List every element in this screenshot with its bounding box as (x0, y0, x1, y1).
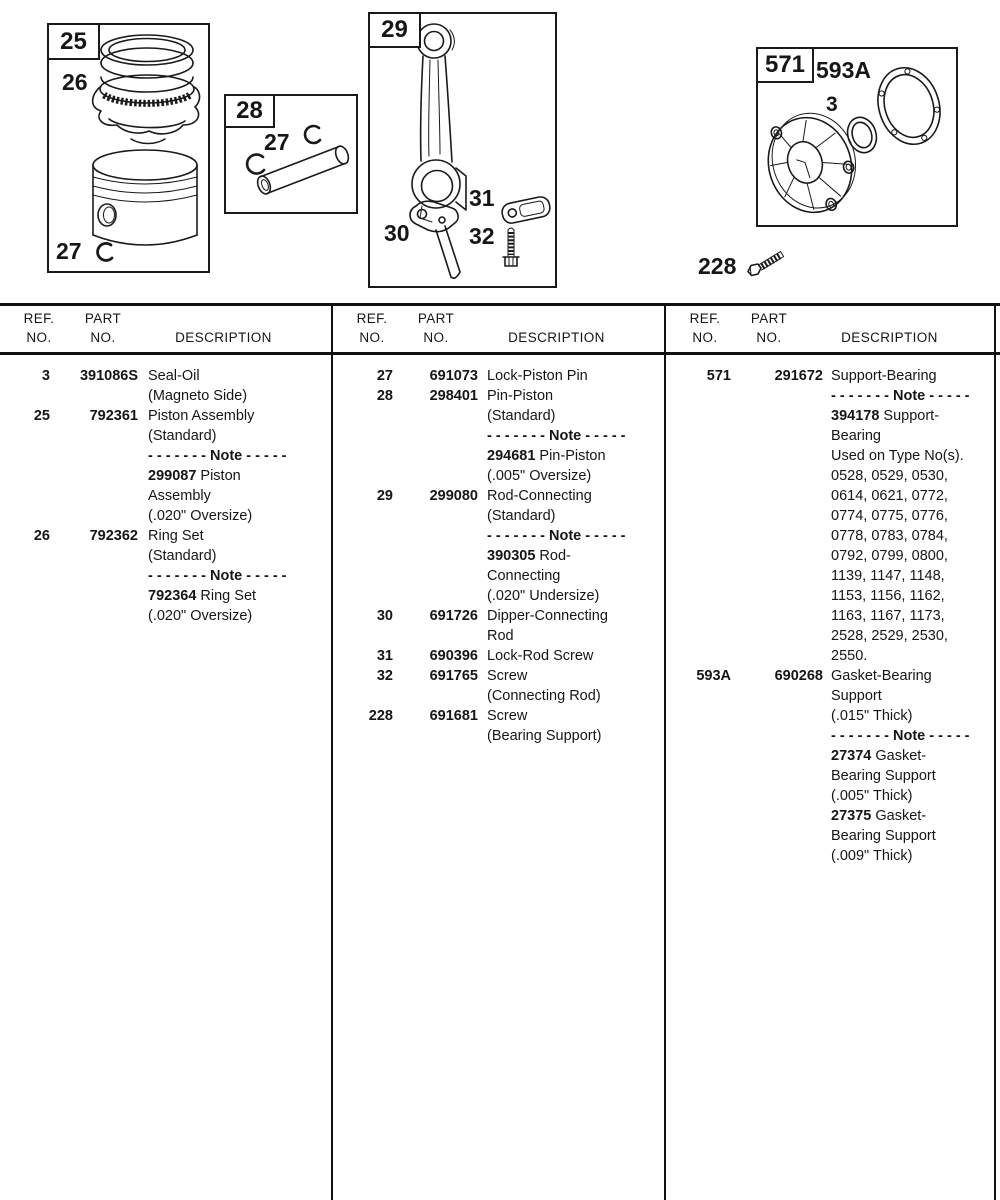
part-row-line (666, 406, 997, 426)
part-row-line (0, 466, 331, 486)
part-no (731, 486, 823, 506)
part-no (393, 726, 478, 746)
part-description: Screw (487, 708, 528, 724)
callout-32-screw: 32 (469, 223, 495, 249)
part-description: (Standard) (148, 548, 217, 564)
part-ref-no (333, 626, 393, 646)
part-ref-no: 32 (376, 668, 393, 684)
part-row-line (666, 606, 997, 626)
part-row-line (333, 366, 664, 386)
part-no (731, 646, 823, 666)
part-no: 391086S (79, 368, 138, 384)
header-description: DESCRIPTION (175, 330, 272, 345)
callout-27-lock-ring: 27 (56, 238, 82, 264)
header-part: PART (750, 311, 788, 326)
callout-228-screw: 228 (698, 253, 737, 279)
part-row-line (666, 666, 997, 686)
part-row-line (0, 446, 331, 466)
part-row-line (666, 746, 997, 766)
callout-27-pin: 27 (264, 129, 290, 155)
part-no (731, 606, 823, 626)
header-description: DESCRIPTION (508, 330, 605, 345)
part-ref-no (666, 566, 731, 586)
part-row-line (333, 506, 664, 526)
part-ref-no (666, 746, 731, 766)
header-ref: REF. (23, 311, 55, 326)
part-description: (.009" Thick) (831, 848, 913, 864)
part-no (50, 426, 138, 446)
parts-list-column-3 (666, 366, 997, 866)
part-no (731, 586, 823, 606)
part-no (50, 486, 138, 506)
part-ref-no (333, 466, 393, 486)
callout-3-seal: 3 (826, 93, 838, 116)
part-ref-no (666, 486, 731, 506)
figure-label-box-28 (224, 94, 275, 128)
part-row-line (333, 406, 664, 426)
part-description: 1163, 1167, 1173, (831, 608, 945, 624)
part-ref-no: 3 (41, 368, 50, 384)
part-no: 792362 (89, 528, 138, 544)
part-row-line (666, 566, 997, 586)
part-ref-no (333, 546, 393, 566)
part-description: Lock-Piston Pin (487, 368, 588, 384)
part-no (50, 586, 138, 606)
header-part: PART (84, 311, 122, 326)
part-no (731, 526, 823, 546)
part-row-line (666, 626, 997, 646)
part-ref-no (666, 646, 731, 666)
part-row-line (0, 586, 331, 606)
part-description: (Standard) (487, 408, 556, 424)
part-no (731, 626, 823, 646)
part-description: 2550. (831, 648, 868, 664)
part-no (393, 406, 478, 426)
part-no (50, 386, 138, 406)
part-description: (.020" Undersize) (487, 588, 600, 604)
part-ref-no: 29 (376, 488, 393, 504)
part-row-line (666, 366, 997, 386)
part-ref-no (666, 786, 731, 806)
part-no: 690396 (429, 648, 478, 664)
part-description: 27375 Gasket- (831, 808, 927, 824)
part-description: 0778, 0783, 0784, (831, 528, 948, 544)
part-no (731, 686, 823, 706)
part-no (731, 706, 823, 726)
part-ref-no (666, 466, 731, 486)
part-row-line (666, 706, 997, 726)
part-ref-no (666, 606, 731, 626)
part-ref-no (333, 406, 393, 426)
part-ref-no (666, 586, 731, 606)
part-description: (Bearing Support) (487, 728, 602, 744)
part-no (50, 506, 138, 526)
part-no (731, 806, 823, 826)
part-row-line (666, 586, 997, 606)
part-description: Screw (487, 668, 528, 684)
part-ref-no: 31 (376, 648, 393, 664)
part-ref-no (666, 446, 731, 466)
part-ref-no (666, 726, 731, 746)
parts-list-column-2 (333, 366, 664, 746)
part-row-line (0, 546, 331, 566)
part-no (731, 406, 823, 426)
part-description: 792364 Ring Set (148, 588, 257, 604)
part-ref-no: 25 (33, 408, 50, 424)
part-ref-no: 30 (376, 608, 393, 624)
part-row-line (333, 726, 664, 746)
part-ref-no (0, 386, 50, 406)
part-no (393, 466, 478, 486)
part-description: (.020" Oversize) (148, 508, 253, 524)
part-row-line (333, 586, 664, 606)
part-ref-no (666, 626, 731, 646)
part-no (393, 446, 478, 466)
header-ref: REF. (356, 311, 388, 326)
figure-label-box-29 (368, 12, 421, 48)
part-ref-no (0, 426, 50, 446)
part-ref-no (666, 526, 731, 546)
part-description: Support-Bearing (831, 368, 937, 384)
part-no (393, 686, 478, 706)
part-ref-no (666, 406, 731, 426)
part-description: - - - - - - - Note - - - - - (831, 728, 970, 744)
part-no (731, 426, 823, 446)
part-ref-no (666, 386, 731, 406)
header-part-no: NO. (90, 330, 116, 345)
part-row-line (333, 566, 664, 586)
part-ref-no (0, 546, 50, 566)
part-no (731, 386, 823, 406)
part-row-line (666, 386, 997, 406)
part-description: Rod (487, 628, 514, 644)
part-ref-no (333, 726, 393, 746)
part-description: Support (831, 688, 882, 704)
part-ref-no (666, 546, 731, 566)
part-row-line (0, 606, 331, 626)
part-row-line (666, 646, 997, 666)
part-ref-no (333, 446, 393, 466)
part-description: (Connecting Rod) (487, 688, 601, 704)
part-row-line (0, 486, 331, 506)
part-row-line (0, 506, 331, 526)
header-ref: REF. (689, 311, 721, 326)
part-ref-no (333, 586, 393, 606)
figure-box-piston (47, 23, 210, 273)
callout-26-ring-set: 26 (62, 69, 88, 95)
part-no (393, 506, 478, 526)
part-no: 690268 (774, 668, 823, 684)
part-row-line (333, 446, 664, 466)
part-ref-no (333, 506, 393, 526)
part-description: Gasket-Bearing (831, 668, 932, 684)
part-row-line (666, 726, 997, 746)
table-top-rule (0, 303, 1000, 306)
callout-30-dipper: 30 (384, 220, 410, 246)
part-description: Rod-Connecting (487, 488, 592, 504)
part-row-line (333, 666, 664, 686)
part-row-line (333, 606, 664, 626)
part-ref-no (333, 686, 393, 706)
part-ref-no (666, 846, 731, 866)
part-description: Lock-Rod Screw (487, 648, 594, 664)
part-description: - - - - - - - Note - - - - - (148, 568, 287, 584)
part-ref-no (0, 466, 50, 486)
header-description: DESCRIPTION (841, 330, 938, 345)
part-row-line (0, 386, 331, 406)
figure-label-box-571 (756, 47, 814, 83)
part-row-line (0, 526, 331, 546)
part-ref-no (666, 766, 731, 786)
header-ref-no: NO. (26, 330, 52, 345)
part-no: 691073 (429, 368, 478, 384)
part-no (50, 446, 138, 466)
figure-label-box-25 (47, 23, 100, 60)
part-row-line (333, 646, 664, 666)
part-description: (.015" Thick) (831, 708, 913, 724)
header-ref-no: NO. (359, 330, 385, 345)
part-no (393, 546, 478, 566)
part-no (50, 606, 138, 626)
part-row-line (666, 786, 997, 806)
part-description: Piston Assembly (148, 408, 255, 424)
table-header-col1 (0, 309, 331, 347)
part-no (393, 426, 478, 446)
part-no: 291672 (774, 368, 823, 384)
part-description: Bearing Support (831, 768, 936, 784)
part-ref-no (333, 426, 393, 446)
part-description: Bearing (831, 428, 881, 444)
part-no (393, 566, 478, 586)
part-row-line (0, 366, 331, 386)
part-row-line (333, 466, 664, 486)
figure-label-571: 571 (764, 51, 806, 78)
part-description: (.005" Oversize) (487, 468, 592, 484)
part-description: (.020" Oversize) (148, 608, 253, 624)
bearing-support-screw-drawing (745, 243, 791, 283)
part-ref-no: 27 (376, 368, 393, 384)
part-ref-no (333, 526, 393, 546)
part-ref-no (666, 686, 731, 706)
part-no (731, 726, 823, 746)
part-no (393, 526, 478, 546)
part-ref-no (666, 706, 731, 726)
part-ref-no: 28 (376, 388, 393, 404)
part-row-line (333, 686, 664, 706)
part-description: Dipper-Connecting (487, 608, 608, 624)
figure-label-29: 29 (381, 16, 408, 43)
part-ref-no (0, 586, 50, 606)
part-description: Used on Type No(s). (831, 448, 964, 464)
part-row-line (666, 826, 997, 846)
figure-label-25: 25 (60, 27, 87, 55)
part-row-line (666, 506, 997, 526)
part-description: Bearing Support (831, 828, 936, 844)
part-description: - - - - - - - Note - - - - - (831, 388, 970, 404)
part-ref-no: 228 (368, 708, 393, 724)
part-description: Ring Set (148, 528, 204, 544)
part-description: (.005" Thick) (831, 788, 913, 804)
part-description: (Magneto Side) (148, 388, 248, 404)
part-row-line (333, 426, 664, 446)
part-description: 1153, 1156, 1162, (831, 588, 945, 604)
header-part: PART (417, 311, 455, 326)
part-description: 299087 Piston (148, 468, 241, 484)
part-no: 691765 (429, 668, 478, 684)
part-description: - - - - - - - Note - - - - - (148, 448, 287, 464)
part-no (731, 566, 823, 586)
header-ref-no: NO. (692, 330, 718, 345)
part-no (50, 566, 138, 586)
part-row-line (333, 486, 664, 506)
figure-label-28: 28 (236, 97, 263, 124)
part-row-line (666, 486, 997, 506)
part-no: 691726 (429, 608, 478, 624)
part-row-line (666, 806, 997, 826)
part-ref-no (0, 566, 50, 586)
part-description: (Standard) (487, 508, 556, 524)
part-no (731, 746, 823, 766)
part-no: 299080 (429, 488, 478, 504)
part-no (731, 466, 823, 486)
table-header-col2 (333, 309, 664, 347)
part-no (731, 846, 823, 866)
part-description: - - - - - - - Note - - - - - (487, 428, 626, 444)
part-description: 390305 Rod- (487, 548, 571, 564)
piston-assembly-drawing (49, 25, 208, 271)
part-no (731, 446, 823, 466)
part-no: 691681 (429, 708, 478, 724)
part-no (731, 506, 823, 526)
part-description: 27374 Gasket- (831, 748, 927, 764)
part-no: 298401 (429, 388, 478, 404)
part-no (731, 826, 823, 846)
callout-593A-gasket: 593A (816, 57, 871, 83)
part-row-line (333, 526, 664, 546)
part-description: 1139, 1147, 1148, (831, 568, 945, 584)
part-ref-no (666, 806, 731, 826)
part-description: 0774, 0775, 0776, (831, 508, 948, 524)
part-description: 0528, 0529, 0530, (831, 468, 948, 484)
part-row-line (666, 846, 997, 866)
part-row-line (666, 526, 997, 546)
part-ref-no (666, 826, 731, 846)
part-row-line (333, 546, 664, 566)
part-no: 792361 (89, 408, 138, 424)
part-no (731, 786, 823, 806)
part-row-line (0, 566, 331, 586)
part-row-line (666, 546, 997, 566)
table-header-rule (0, 352, 1000, 355)
part-ref-no (0, 486, 50, 506)
part-ref-no (666, 506, 731, 526)
part-row-line (666, 426, 997, 446)
part-description: Assembly (148, 488, 211, 504)
figure-box-connecting-rod (368, 12, 557, 288)
part-description: Pin-Piston (487, 388, 554, 404)
part-row-line (333, 626, 664, 646)
parts-list-column-1 (0, 366, 331, 626)
part-ref-no: 593A (696, 668, 731, 684)
part-ref-no (333, 566, 393, 586)
part-description: Seal-Oil (148, 368, 200, 384)
table-header-col3 (666, 309, 997, 347)
part-ref-no: 571 (706, 368, 731, 384)
part-ref-no (0, 506, 50, 526)
header-part-no: NO. (423, 330, 449, 345)
part-no (50, 466, 138, 486)
part-description: (Standard) (148, 428, 217, 444)
part-description: 0792, 0799, 0800, (831, 548, 948, 564)
part-description: 294681 Pin-Piston (487, 448, 606, 464)
part-ref-no (0, 606, 50, 626)
part-no (393, 586, 478, 606)
part-description: - - - - - - - Note - - - - - (487, 528, 626, 544)
part-description: Connecting (487, 568, 561, 584)
callout-31-lock-plate: 31 (469, 185, 495, 211)
part-ref-no (666, 426, 731, 446)
part-description: 394178 Support- (831, 408, 940, 424)
part-no (731, 766, 823, 786)
part-row-line (666, 766, 997, 786)
part-row-line (666, 686, 997, 706)
part-no (731, 546, 823, 566)
part-ref-no (0, 446, 50, 466)
part-row-line (666, 466, 997, 486)
part-no (50, 546, 138, 566)
part-description: 0614, 0621, 0772, (831, 488, 948, 504)
part-description: 2528, 2529, 2530, (831, 628, 948, 644)
part-no (393, 626, 478, 646)
part-ref-no: 26 (33, 528, 50, 544)
part-row-line (0, 426, 331, 446)
part-row-line (333, 386, 664, 406)
part-row-line (333, 706, 664, 726)
header-part-no: NO. (756, 330, 782, 345)
part-row-line (666, 446, 997, 466)
part-row-line (0, 406, 331, 426)
